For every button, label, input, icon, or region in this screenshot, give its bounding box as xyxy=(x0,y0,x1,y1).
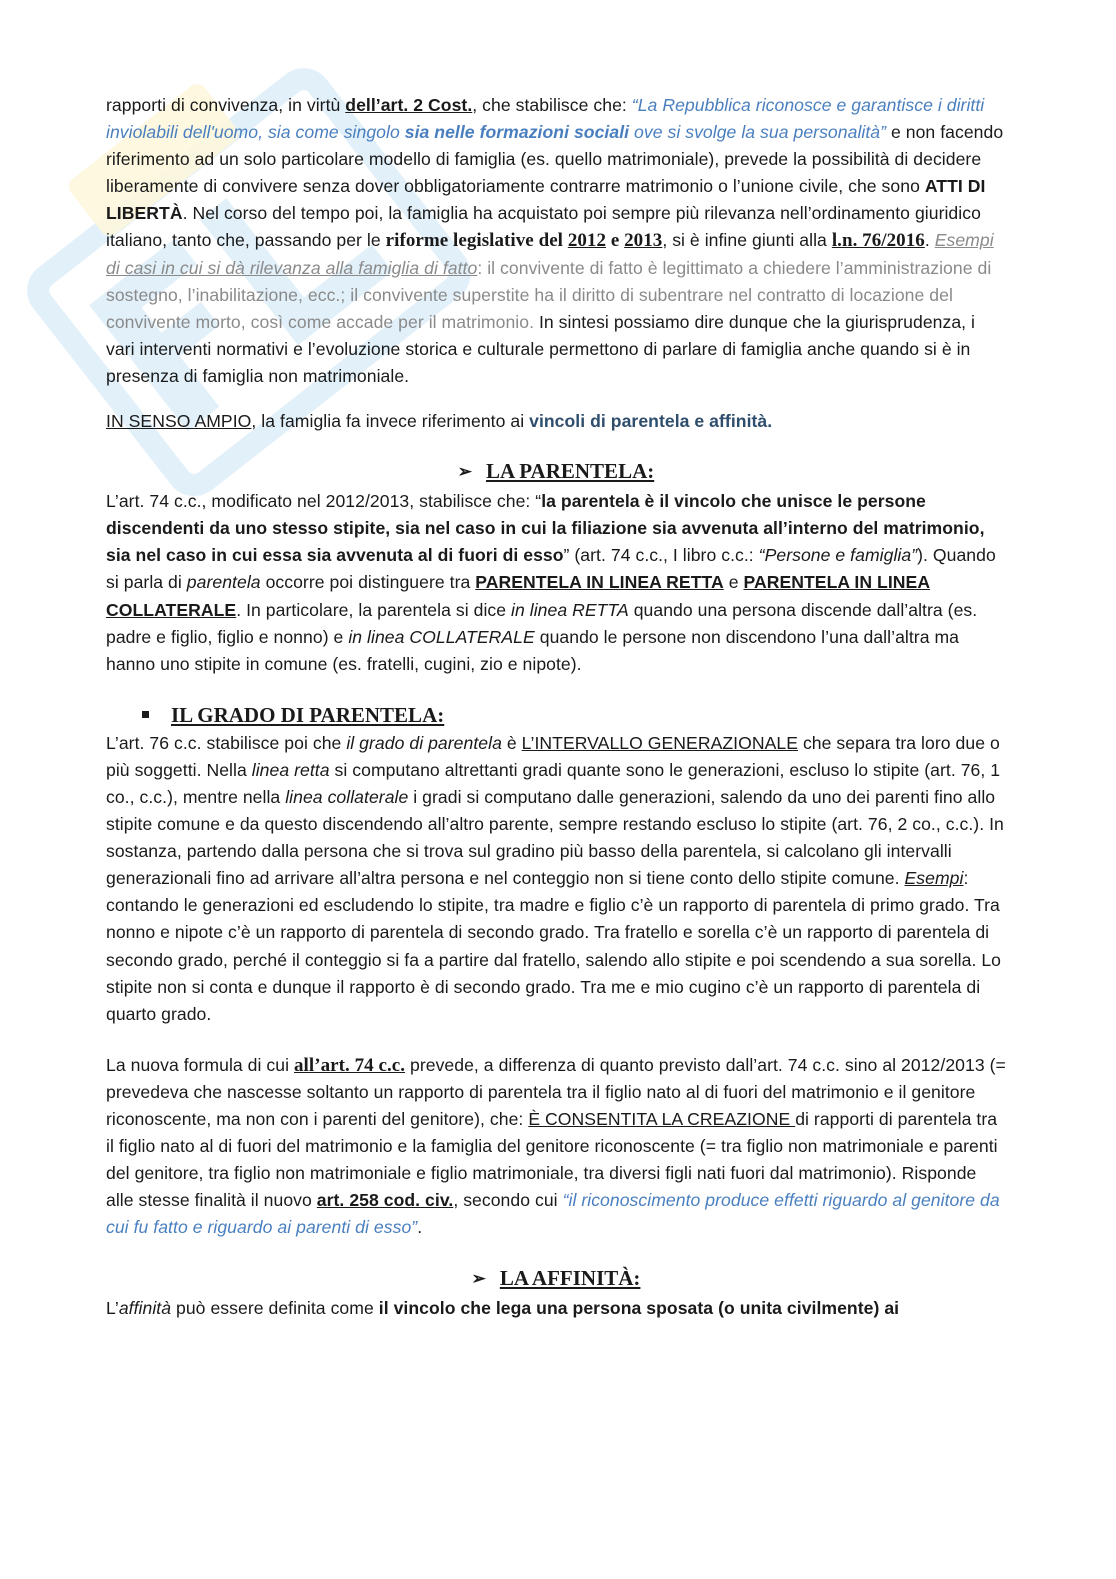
paragraph-senso-ampio: IN SENSO AMPIO, la famiglia fa invece riferimento ai vincoli di parentela e affinità. xyxy=(106,411,773,432)
square-bullet-icon xyxy=(142,711,149,718)
arrow-bullet-icon: ➢ xyxy=(471,1269,486,1289)
paragraph-parentela: L’art. 74 c.c., modificato nel 2012/2013, stabilisce che: “la parentela è il vincolo che unisce le persone discendenti da uno stesso stipite, sia nel caso in cui la filiazione sia avvenuta all’interno del matrimonio, sia nel caso in cui essa sia avvenuta al di fuori di esso” (art. 74 c.c., I libro c.c.: “Persone e famiglia”). Quando si parla di parentela occorre poi distinguere tra PARENTELA IN LINEA RETTA e PARENTELA IN LINEA COLLATERALE. In particolare, la parentela si dice in linea RETTA quando una persona discende dall’altra (es. padre e figlio, figlio e nonno) e in linea COLLATERALE quando le persone non discendono l’una dall’altra ma hanno uno stipite in comune (es. fratelli, cugini, zio e nipote). xyxy=(106,491,996,674)
paragraph-nuova-formula: La nuova formula di cui all’art. 74 c.c. prevede, a differenza di quanto previsto dall’art. 74 c.c. sino al 2012/2013 (= prevedeva che nascesse soltanto un rapporto di parentela tra il figlio nato al di fuori del matrimonio e il genitore riconoscente, ma non con i parenti del genitore), che: È CONSENTITA LA CREAZIONE di rapporti di parentela tra il figlio nato al di fuori del matrimonio e la famiglia del genitore riconoscente (= tra figlio non matrimoniale e parenti del genitore, tra figlio non matrimoniale e figlio matrimoniale, tra diversi figli nati fuori dal matrimonio). Risponde alle stesse finalità il nuovo art. 258 cod. civ., secondo cui “il riconoscimento produce effetti riguardo al genitore da cui fu fatto e riguardo ai parenti di esso”. xyxy=(106,1054,1006,1238)
paragraph-convivenza: rapporti di convivenza, in virtù dell’art. 2 Cost., che stabilisce che: “La Repubblica riconosce e garantisce i diritti inviolabili dell'uomo, sia come singolo sia nelle formazioni sociali ove si svolge la sua personalità” e non facendo riferimento ad un solo particolare modello di famiglia (es. quello matrimoniale), prevede la possibilità di decidere liberamente di convivere senza dover obbligatoriamente contrarre matrimonio o l’unione civile, che sono ATTI DI LIBERTÀ. Nel corso del tempo poi, la famiglia ha acquistato poi sempre più rilevanza nell’ordinamento giuridico italiano, tanto che, passando per le riforme legislative del 2012 e 2013, si è infine giunti alla l.n. 76/2016. Esempi di casi in cui si dà rilevanza alla famiglia di fatto: il convivente di fatto è legittimato a chiedere l’amministrazione di sostegno, l’inabilitazione, ecc.; il convivente superstite ha il diritto di subentrare nel contratto di locazione del convivente morto, così come accade per il matrimonio. In sintesi possiamo dire dunque che la giurisprudenza, i vari interventi normativi e l’evoluzione storica e culturale permettono di parlare di famiglia anche quando si è in presenza di famiglia non matrimoniale. xyxy=(106,95,1004,386)
heading-affinita: ➢ LA AFFINITÀ: xyxy=(471,1266,641,1291)
paragraph-grado: L’art. 76 c.c. stabilisce poi che il grado di parentela è L’INTERVALLO GENERAZIONALE che separa tra loro due o più soggetti. Nella linea retta si computano altrettanti gradi quante sono le generazioni, escluso lo stipite (art. 76, 1 co., c.c.), mentre nella linea collaterale i gradi si computano dalle generazioni, salendo da uno dei parenti fino allo stipite comune e da questo discendendo all’altro parente, sempre restando escluso lo stipite (art. 76, 2 co., c.c.). In sostanza, partendo dalla persona che si trova sul gradino più basso della parentela, si calcolano gli intervalli generazionali fino ad arrivare all’altra persona e nel conteggio non si tiene conto dello stipite comune. Esempi: contando le generazioni ed escludendo lo stipite, tra madre e figlio c’è un rapporto di parentela di primo grado. Tra nonno e nipote c’è un rapporto di parentela di secondo grado. Tra fratello e sorella c’è un rapporto di parentela di secondo grado, perché il conteggio si fa a partire dal fratello, salendo allo stipite e poi scendendo a sua sorella. Lo stipite non si conta e dunque il rapporto è di secondo grado. Tra me e mio cugino c’è un rapporto di parentela di quarto grado. xyxy=(106,732,1004,1024)
paragraph-affinita: L’affinità può essere definita come il vincolo che lega una persona sposata (o unita civilmente) ai xyxy=(106,1298,900,1319)
arrow-bullet-icon: ➢ xyxy=(457,462,473,482)
document-page xyxy=(106,92,1006,1323)
examples-link: Esempi di casi in cui si dà rilevanza alla famiglia di fatto xyxy=(106,230,994,278)
heading-parentela: ➢ LA PARENTELA: xyxy=(457,459,655,484)
heading-grado-parentela: IL GRADO DI PARENTELA: xyxy=(106,700,1006,730)
